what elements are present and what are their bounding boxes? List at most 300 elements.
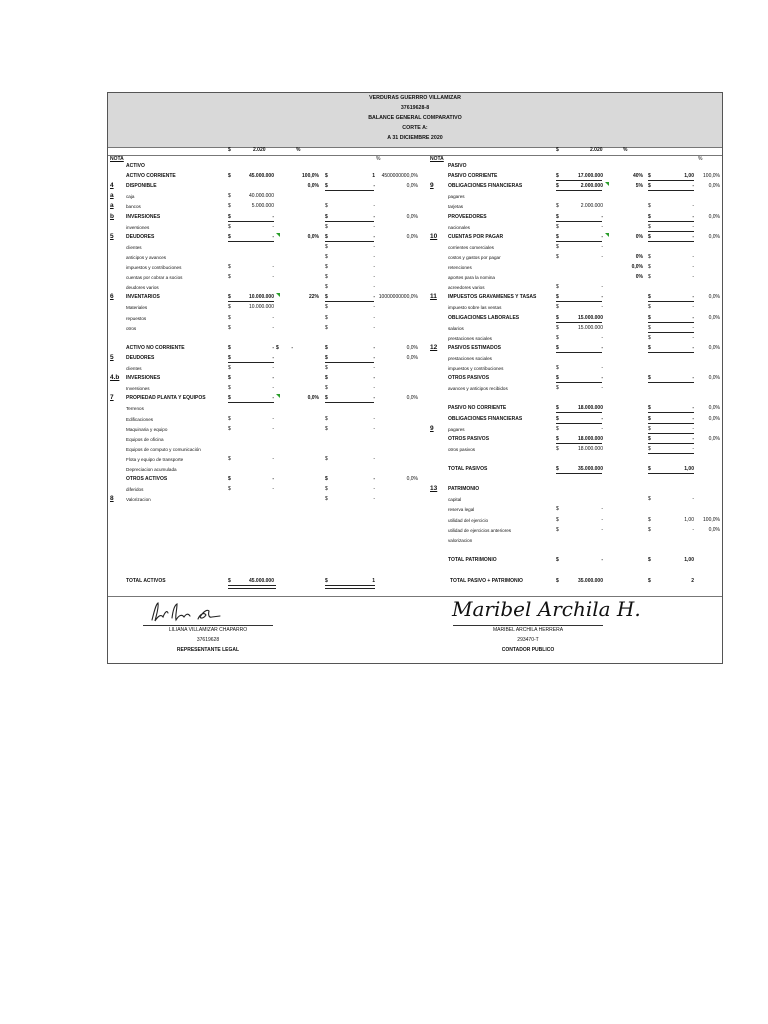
liab-row-value-1: 17.000.000 (577, 173, 603, 179)
liab-row-value-2: - (692, 405, 694, 411)
liab-row-underline-1 (556, 352, 602, 353)
total-assets-value-2: 1 (372, 578, 375, 584)
asset-row-currency-1: $ (228, 264, 231, 270)
asset-row-value-1: - (272, 456, 274, 462)
liab-row-value-1: - (601, 527, 603, 533)
asset-row-value-1: - (272, 325, 274, 331)
asset-row-comment-marker (276, 293, 280, 297)
liab-row-nota: 12 (430, 344, 438, 351)
liab-row-currency-2: $ (648, 527, 651, 533)
asset-row-currency-2: $ (325, 264, 328, 270)
asset-row-comment-marker (276, 394, 280, 398)
asset-row-value-x: - (291, 345, 293, 351)
total-liab-value-2: 2 (691, 578, 694, 584)
liab-row-value-2: 1,00 (684, 557, 694, 563)
asset-row-currency-1: $ (228, 325, 231, 331)
liab-row-currency-2: $ (648, 345, 651, 351)
liab-row-currency-2: $ (648, 203, 651, 209)
liab-row-label: tarjetas (448, 204, 464, 209)
asset-row-label: deudores varios (126, 285, 159, 290)
asset-row-currency-2: $ (325, 375, 328, 381)
liab-row-underline-1 (556, 221, 602, 222)
asset-row-currency-2: $ (325, 224, 328, 230)
report-cutoff-label: CORTE A: (402, 125, 428, 131)
asset-row-pct-2: 0,0% (406, 234, 418, 240)
liab-row-underline-2 (648, 412, 694, 413)
liab-row-label: TOTAL PASIVOS (448, 466, 488, 472)
asset-row-currency-1: $ (228, 274, 231, 280)
asset-row-label: Equipos de computo y comunicación (126, 447, 201, 452)
total-liab-currency: $ (556, 578, 559, 584)
liab-row-currency-1: $ (556, 436, 559, 442)
liab-row-underline-1 (556, 322, 602, 323)
asset-row-pct-2: 0,0% (406, 476, 418, 482)
asset-row-value-1: 40.000.000 (248, 193, 274, 199)
asset-row-underline-2 (325, 241, 374, 242)
liab-row-value-2: - (692, 234, 694, 240)
asset-row-nota: 4 (110, 182, 114, 189)
liab-row-value-1: - (601, 416, 603, 422)
liab-row-label: impuestos y contribuciones (448, 366, 504, 371)
asset-row-value-2: - (373, 254, 375, 260)
right-signature-image: Maribel Archila H. (452, 597, 641, 621)
liab-row-pct-2: 100,0% (703, 173, 720, 179)
asset-row-label: ACTIVO NO CORRIENTE (126, 345, 185, 351)
liab-row-underline-2 (648, 453, 694, 454)
liab-row-underline-2 (648, 423, 694, 424)
asset-row-value-1: - (272, 214, 274, 220)
liab-row-underline-2 (648, 241, 694, 242)
asset-row-label: Terrenos (126, 406, 144, 411)
liab-row-currency-1: $ (556, 254, 559, 260)
liab-row-value-1: 2.000.000 (580, 203, 603, 209)
liab-row-label: reserva legal (448, 507, 475, 512)
year-row (108, 147, 722, 156)
asset-row-currency-1: $ (228, 385, 231, 391)
asset-row-value-1: - (272, 224, 274, 230)
liab-row-value-2: - (692, 527, 694, 533)
asset-row-underline-2 (325, 221, 374, 222)
year-left: 2.020 (253, 147, 266, 153)
total-assets-underline-2 (325, 585, 375, 589)
liab-row-value-1: - (601, 304, 603, 310)
asset-row-pct-2: 0,0% (406, 395, 418, 401)
asset-row-value-2: - (373, 284, 375, 290)
liab-row-currency-2: $ (648, 183, 651, 189)
liab-row-currency-1: $ (556, 345, 559, 351)
liab-row-currency-1: $ (556, 416, 559, 422)
year-right: 2.020 (590, 147, 603, 153)
asset-row-value-1: - (272, 476, 274, 482)
liab-row-value-2: - (692, 254, 694, 260)
liab-row-currency-2: $ (648, 446, 651, 452)
asset-row-value-2: - (373, 294, 375, 300)
liab-row-pct-2: 0,0% (708, 416, 720, 422)
liab-row-underline-2 (648, 231, 694, 232)
asset-row-value-1: 45.000.000 (248, 173, 274, 179)
asset-row-pct-1: 0,0% (307, 183, 319, 189)
asset-row-value-2: - (373, 385, 375, 391)
asset-row-value-1: - (272, 375, 274, 381)
asset-row-pct-1: 100,0% (302, 173, 319, 179)
liab-row-label: prestaciones sociales (448, 336, 492, 341)
asset-row-nota: a (110, 202, 114, 209)
right-signer-role: CONTADOR PUBLICO (501, 647, 555, 653)
asset-row-currency-1: $ (228, 234, 231, 240)
asset-row-currency-2: $ (325, 304, 328, 310)
liab-row-label: OBLIGACIONES FINANCIERAS (448, 183, 523, 189)
asset-row-nota: 5 (110, 354, 114, 361)
asset-row-pct-2: 0,0% (406, 345, 418, 351)
liab-row-nota: 11 (430, 293, 437, 300)
liab-row-currency-1: $ (556, 284, 559, 290)
liab-row-value-1: - (601, 365, 603, 371)
liab-row-underline-1 (556, 301, 602, 302)
liab-row-currency-2: $ (648, 294, 651, 300)
asset-row-label: DEUDORES (126, 355, 155, 361)
liab-row-underline-1 (556, 423, 602, 424)
liab-row-comment-marker (605, 182, 609, 186)
liab-row-underline-1 (556, 382, 602, 383)
asset-row-currency-2: $ (325, 426, 328, 432)
total-assets-label: TOTAL ACTIVOS (126, 578, 166, 584)
right-signer-id: 293470-T (517, 637, 539, 643)
liab-row-pct-2: 0,0% (708, 436, 720, 442)
asset-row-label: ACTIVO CORRIENTE (126, 173, 176, 179)
asset-row-underline-2 (325, 362, 374, 363)
asset-row-nota: b (110, 213, 114, 220)
asset-row-value-1: - (272, 416, 274, 422)
liab-row-label: PASIVO (448, 163, 467, 169)
asset-row-value-2: - (373, 214, 375, 220)
asset-row-value-1: - (272, 345, 274, 351)
asset-row-nota: 6 (110, 293, 114, 300)
asset-row-label: clientes (126, 366, 142, 371)
signatures-block (108, 596, 722, 663)
asset-row-value-1: - (272, 274, 274, 280)
asset-row-label: INVENTARIOS (126, 294, 160, 300)
asset-row-currency-1: $ (228, 426, 231, 432)
liab-row-value-1: - (601, 254, 603, 260)
asset-row-pct-2: 10000000000,0% (378, 294, 418, 300)
liab-row-value-1: - (601, 224, 603, 230)
asset-row-currency-2: $ (325, 183, 328, 189)
asset-row-label: Materiales (126, 305, 148, 310)
liab-row-underline-2 (648, 332, 694, 333)
year-currency-left: $ (228, 147, 231, 153)
liab-row-label: OTROS PASIVOS (448, 436, 490, 442)
asset-row-currency-2: $ (325, 355, 328, 361)
liab-row-currency-1: $ (556, 214, 559, 220)
asset-row-label: Flota y equipo de transporte (126, 457, 184, 462)
liab-row-value-1: 2.000.000 (580, 183, 603, 189)
liab-row-currency-2: $ (648, 557, 651, 563)
asset-row-value-2: - (373, 426, 375, 432)
liab-row-pct-2: 0,0% (708, 375, 720, 381)
liab-row-currency-1: $ (556, 466, 559, 472)
liab-row-currency-1: $ (556, 517, 559, 523)
asset-row-value-2: - (373, 456, 375, 462)
liab-row-currency-1: $ (556, 375, 559, 381)
asset-row-value-2: - (373, 345, 375, 351)
liab-row-label: retenciones (448, 265, 472, 270)
asset-row-nota: 8 (110, 495, 114, 502)
asset-row-pct-1: 0,0% (307, 234, 319, 240)
liab-row-underline-1 (556, 190, 602, 191)
asset-row-value-2: - (373, 203, 375, 209)
left-signer-id: 37619628 (196, 637, 220, 643)
liab-row-value-2: 1,00 (684, 466, 694, 472)
asset-row-label: impuestos y contribuciones (126, 265, 182, 270)
asset-row-underline-2 (325, 190, 374, 191)
liab-row-pct-1: 0% (635, 274, 643, 280)
liab-row-currency-2: $ (648, 416, 651, 422)
liab-row-value-1: 18.000.000 (577, 405, 603, 411)
asset-row-currency-2: $ (325, 365, 328, 371)
asset-row-label: clientes (126, 245, 142, 250)
liab-row-currency-1: $ (556, 183, 559, 189)
liab-row-label: acreedores varios (448, 285, 485, 290)
total-liab-equity-label: TOTAL PASIVO + PATRIMONIO (450, 578, 523, 584)
asset-row-currency-1: $ (228, 365, 231, 371)
asset-row-value-2: - (373, 476, 375, 482)
balance-sheet (107, 92, 723, 664)
liab-row-label: nacionales (448, 225, 470, 230)
asset-row-pct-2: 0,0% (406, 183, 418, 189)
asset-row-currency-1: $ (228, 355, 231, 361)
asset-row-currency-1: $ (228, 416, 231, 422)
liab-row-currency-1: $ (556, 557, 559, 563)
liab-row-label: PATRIMONIO (448, 486, 480, 492)
asset-row-label: anticipos y avances (126, 255, 167, 260)
asset-row-underline-1 (228, 221, 274, 222)
liab-row-value-2: - (692, 416, 694, 422)
liab-row-value-1: - (601, 214, 603, 220)
liab-row-value-1: - (601, 244, 603, 250)
liab-row-currency-1: $ (556, 426, 559, 432)
liab-row-label: costos y gastos por pagar (448, 255, 501, 260)
asset-row-label: bancos (126, 204, 141, 209)
liab-row-nota: 9 (430, 425, 434, 432)
total-liab-currency-2: $ (648, 578, 651, 584)
asset-row-value-2: - (373, 274, 375, 280)
pct-header-right: % (698, 156, 703, 162)
liab-row-label: valorizacion (448, 538, 473, 543)
asset-row-label: PROPIEDAD PLANTA Y EQUIPOS (126, 395, 206, 401)
asset-row-label: Equipos de oficina (126, 437, 164, 442)
liab-row-currency-2: $ (648, 173, 651, 179)
asset-row-value-1: - (272, 315, 274, 321)
asset-row-label: Depreciacion acumulada (126, 467, 177, 472)
liab-row-currency-2: $ (648, 274, 651, 280)
left-signer-role: REPRESENTANTE LEGAL (176, 647, 240, 653)
liab-row-underline-1 (556, 412, 602, 413)
liab-row-label: PASIVO NO CORRIENTE (448, 405, 507, 411)
liab-row-value-1: 35.000.000 (577, 466, 603, 472)
asset-row-currency-1: $ (228, 224, 231, 230)
liab-row-label: otros pasivos (448, 447, 476, 452)
liab-row-label: avances y anticipos recibidos (448, 386, 508, 391)
liab-row-value-2: - (692, 345, 694, 351)
asset-row-underline-1 (228, 362, 274, 363)
liab-row-value-2: - (692, 436, 694, 442)
asset-row-value-2: - (373, 365, 375, 371)
asset-row-currency-2: $ (325, 416, 328, 422)
liab-row-label: prestaciones sociales (448, 356, 492, 361)
asset-row-label: ACTIVO (126, 163, 145, 169)
total-assets-currency-2: $ (325, 578, 328, 584)
liab-row-pct-2: 0,0% (708, 345, 720, 351)
liab-row-pct-2: 0,0% (708, 405, 720, 411)
liab-row-value-2: - (692, 224, 694, 230)
liab-row-underline-2 (648, 322, 694, 323)
liab-row-label: pagares (448, 194, 465, 199)
liab-row-currency-1: $ (556, 173, 559, 179)
liab-row-value-2: - (692, 426, 694, 432)
asset-row-value-1: 10.000.000 (248, 294, 274, 300)
report-header (108, 93, 722, 148)
liab-row-value-1: - (601, 335, 603, 341)
liab-row-label: OBLIGACIONES FINANCIERAS (448, 416, 523, 422)
liab-row-currency-2: $ (648, 315, 651, 321)
asset-row-label: Maquinaria y equipo (126, 427, 168, 432)
asset-row-label: INVERSIONES (126, 214, 161, 220)
liab-row-pct-2: 0,0% (708, 294, 720, 300)
liab-row-value-1: - (601, 375, 603, 381)
asset-row-value-2: - (373, 315, 375, 321)
left-signer-name: LILIANA VILLAMIZAR CHAPARRO (168, 627, 248, 633)
liab-row-currency-1: $ (556, 315, 559, 321)
asset-row-pct-1: 22% (308, 294, 319, 300)
total-assets-value-1: 45.000.000 (248, 578, 274, 584)
asset-row-nota: 5 (110, 233, 114, 240)
liab-row-currency-1: $ (556, 506, 559, 512)
liab-row-currency-1: $ (556, 224, 559, 230)
asset-row-nota: 7 (110, 394, 114, 401)
asset-row-comment-marker (276, 233, 280, 237)
asset-row-label: Edificaciones (126, 417, 154, 422)
liab-row-value-2: - (692, 264, 694, 270)
liab-row-currency-2: $ (648, 436, 651, 442)
liab-row-currency-1: $ (556, 294, 559, 300)
liab-row-currency-1: $ (556, 335, 559, 341)
liab-row-currency-1: $ (556, 527, 559, 533)
liab-row-currency-2: $ (648, 304, 651, 310)
asset-row-currency-1: $ (228, 294, 231, 300)
liab-row-currency-1: $ (556, 365, 559, 371)
liab-row-label: corrientes comerciales (448, 245, 494, 250)
asset-row-label: diferidos (126, 487, 144, 492)
liab-row-currency-2: $ (648, 234, 651, 240)
liab-row-value-2: - (692, 203, 694, 209)
liab-row-value-2: 1,00 (684, 173, 694, 179)
liab-row-value-2: - (692, 183, 694, 189)
liab-row-label: PASIVO CORRIENTE (448, 173, 498, 179)
asset-row-currency-2: $ (325, 173, 328, 179)
liab-row-underline-1 (556, 180, 602, 181)
liab-row-underline-1 (556, 473, 602, 474)
liab-row-currency-2: $ (648, 264, 651, 270)
liab-row-pct-2: 0,0% (708, 527, 720, 533)
liab-row-value-2: 1,00 (684, 517, 694, 523)
liab-row-currency-1: $ (556, 325, 559, 331)
liab-row-value-2: - (692, 325, 694, 331)
liab-row-currency-1: $ (556, 244, 559, 250)
liab-row-pct-1: 0% (635, 234, 643, 240)
asset-row-currency-1: $ (228, 395, 231, 401)
liab-row-label: TOTAL PATRIMONIO (448, 557, 497, 563)
liab-row-nota: 13 (430, 485, 438, 492)
liab-row-underline-2 (648, 473, 694, 474)
liab-row-label: IMPUESTOS GRAVAMENES Y TASAS (448, 294, 537, 300)
liab-row-pct-1: 5% (635, 183, 643, 189)
asset-row-currency-1: $ (228, 476, 231, 482)
asset-row-currency-2: $ (325, 325, 328, 331)
liab-row-pct-2: 0,0% (708, 234, 720, 240)
asset-row-currency-2: $ (325, 456, 328, 462)
asset-row-nota: a (110, 192, 114, 199)
asset-row-pct-2: 0,0% (406, 355, 418, 361)
asset-row-label: repuestos (126, 316, 147, 321)
liab-row-currency-1: $ (556, 405, 559, 411)
liab-row-label: impuesto sobre las ventas (448, 305, 502, 310)
liab-row-currency-2: $ (648, 405, 651, 411)
liab-row-value-1: - (601, 385, 603, 391)
asset-row-currency-1: $ (228, 375, 231, 381)
asset-row-currency-2: $ (325, 274, 328, 280)
asset-row-label: Valorizacion (126, 497, 151, 502)
asset-row-value-2: - (373, 375, 375, 381)
pct-left: % (296, 147, 301, 153)
liab-row-label: utilidad de ejercicios anteriores (448, 528, 512, 533)
liab-row-label: capital (448, 497, 462, 502)
asset-row-value-1: - (272, 264, 274, 270)
asset-row-label: cuentas por cobrar a socios (126, 275, 183, 280)
liab-row-currency-2: $ (648, 426, 651, 432)
liab-row-currency-2: $ (648, 325, 651, 331)
asset-row-value-1: 5.000.000 (251, 203, 274, 209)
asset-row-value-2: - (373, 304, 375, 310)
asset-row-value-1: - (272, 486, 274, 492)
asset-row-currency-2: $ (325, 496, 328, 502)
liab-row-label: salarios (448, 326, 464, 331)
liab-row-underline-2 (648, 433, 694, 434)
asset-row-currency-2: $ (325, 345, 328, 351)
asset-row-label: INVERSIONES (126, 375, 161, 381)
asset-row-currency-2: $ (325, 395, 328, 401)
total-liab-value-1: 35.000.000 (577, 578, 603, 584)
asset-row-currency-2: $ (325, 486, 328, 492)
right-signer-name: MARIBEL ARCHILA HERRERA (492, 627, 564, 633)
asset-row-value-1: - (272, 365, 274, 371)
liab-row-currency-2: $ (648, 214, 651, 220)
liab-row-label: PROVEEDORES (448, 214, 487, 220)
liab-row-underline-2 (648, 301, 694, 302)
year-currency-right: $ (556, 147, 559, 153)
pct-right: % (623, 147, 628, 153)
liab-row-pct-1: 0,0% (631, 264, 643, 270)
asset-row-pct-2: 0,0% (406, 214, 418, 220)
asset-row-nota: 4.b (110, 374, 120, 381)
liab-row-currency-1: $ (556, 203, 559, 209)
asset-row-currency-1: $ (228, 486, 231, 492)
asset-row-underline-1 (228, 402, 274, 403)
liab-row-value-1: - (601, 506, 603, 512)
liab-row-currency-2: $ (648, 224, 651, 230)
asset-row-value-2: - (373, 416, 375, 422)
liab-row-underline-2 (648, 180, 694, 181)
asset-row-value-2: - (373, 183, 375, 189)
